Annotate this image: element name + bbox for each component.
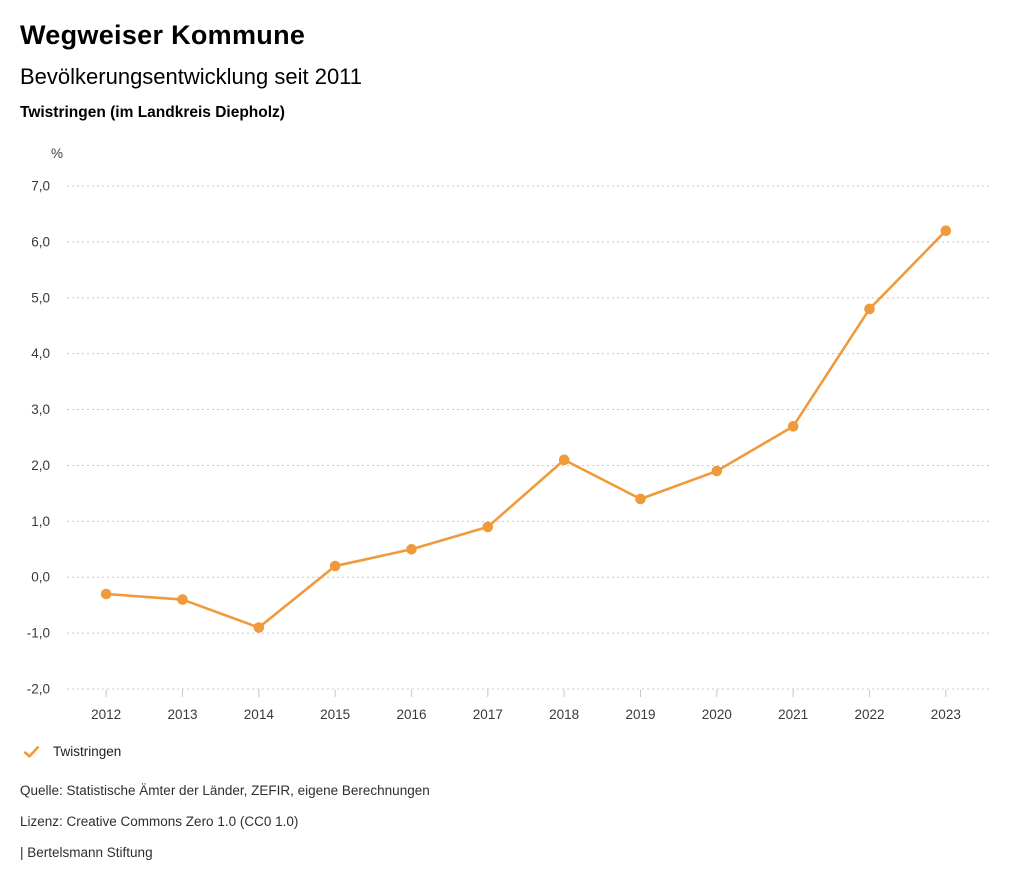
y-axis-tick-label: -2,0 [26,681,50,697]
x-axis-tick-label: 2020 [701,707,732,722]
x-axis-tick-label: 2019 [625,707,656,722]
data-point-2015 [330,561,341,572]
page-title: Wegweiser Kommune [20,20,306,50]
data-point-2020 [712,466,723,477]
publisher-text: | Bertelsmann Stiftung [20,845,153,860]
chart-subtitle: Bevölkerungsentwicklung seit 2011 [20,64,363,89]
y-axis-tick-label: -1,0 [26,625,50,641]
y-axis-tick-label: 0,0 [31,569,50,585]
chart-region-label: Twistringen (im Landkreis Diepholz) [20,104,285,121]
data-point-2023 [941,225,952,236]
data-point-2021 [788,421,799,432]
x-axis-tick-label: 2021 [778,707,809,722]
y-axis-tick-label: 3,0 [31,402,50,418]
data-point-2013 [177,594,188,605]
x-axis-tick-label: 2023 [930,707,961,722]
x-axis-tick-label: 2015 [320,707,351,722]
y-axis-unit-label: % [50,146,64,161]
y-axis-tick-label: 2,0 [31,457,50,473]
x-axis-tick-label: 2016 [396,707,427,722]
data-point-2022 [864,304,875,315]
y-axis-tick-label: 7,0 [31,178,50,194]
y-axis-tick-label: 1,0 [31,513,50,529]
legend-item-twistringen[interactable] [23,744,121,759]
x-axis-tick-label: 2017 [472,707,503,722]
source-text: Quelle: Statistische Ämter der Länder, ZEFIR, eigene Berechnungen [20,783,430,798]
x-axis-tick-label: 2018 [549,707,580,722]
x-axis-tick-label: 2022 [854,707,885,722]
series-line-twistringen [106,231,946,628]
x-axis-tick-label: 2014 [243,707,274,722]
data-point-2018 [559,455,570,466]
data-point-2014 [254,622,265,633]
y-axis-tick-label: 5,0 [31,290,50,306]
license-text: Lizenz: Creative Commons Zero 1.0 (CC0 1.0) [20,814,299,829]
x-axis-tick-label: 2013 [167,707,198,722]
y-axis-tick-label: 4,0 [31,346,50,362]
data-point-2012 [101,589,112,600]
legend-label: Twistringen [53,744,122,759]
chart-legend [23,744,121,759]
data-point-2017 [483,522,494,533]
chart-footer [20,784,430,877]
x-axis-tick-label: 2012 [91,707,122,722]
data-point-2019 [635,494,646,505]
data-point-2016 [406,544,417,555]
check-icon [23,745,40,759]
y-axis-tick-label: 6,0 [31,234,50,250]
